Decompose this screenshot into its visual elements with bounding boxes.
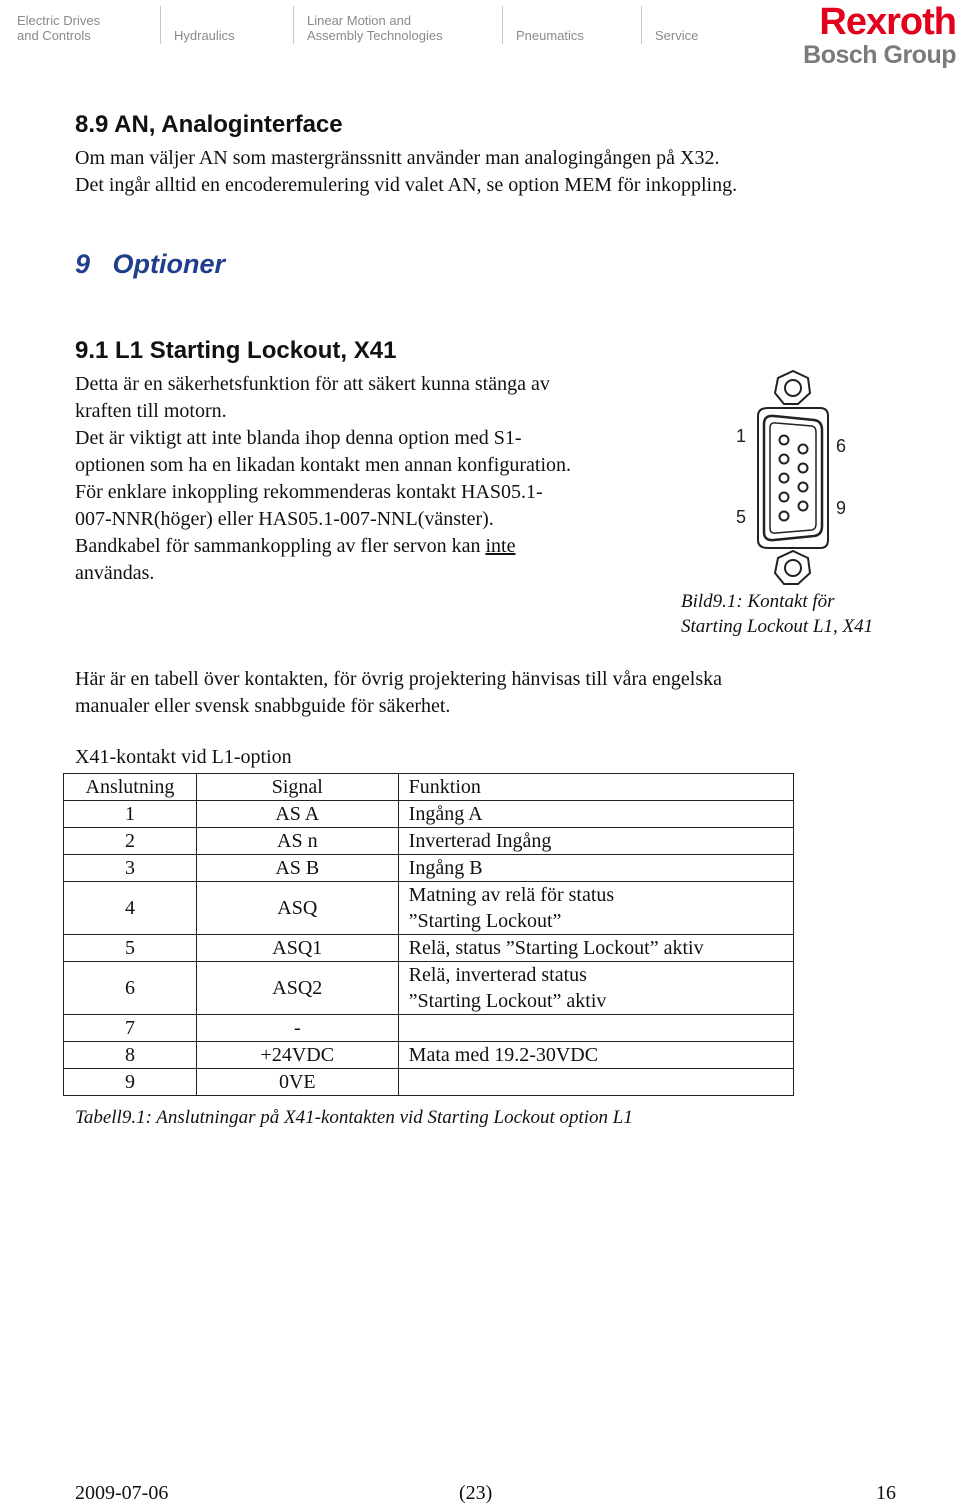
function-cell: Ingång A <box>398 801 793 828</box>
table-title: X41-kontakt vid L1-option <box>75 746 292 768</box>
signal-cell: - <box>196 1015 398 1042</box>
header-divider <box>293 6 294 44</box>
chapter-heading-text: 9 Optioner <box>75 249 226 279</box>
paragraph-line: optionen som ha en likadan kontakt men annan konfiguration. <box>75 454 571 476</box>
screw-top-icon <box>775 371 810 404</box>
header-nav-line: Electric Drives <box>17 13 101 28</box>
header-nav-line: Hydraulics <box>174 28 235 43</box>
table-row <box>64 828 794 855</box>
header-cell-funktion: Funktion <box>398 774 793 801</box>
section-heading-8-9: 8.9 AN, Analoginterface <box>75 111 343 138</box>
header-nav-line: Pneumatics <box>516 28 584 43</box>
function-cell <box>398 962 793 1015</box>
table-row <box>64 882 794 935</box>
function-line: Relä, inverterad status <box>408 964 587 986</box>
function-cell <box>398 1015 793 1042</box>
header-nav-electric-drives <box>17 13 100 43</box>
table-row <box>64 801 794 828</box>
d-shell-inner <box>770 423 816 533</box>
paragraph-line <box>75 533 675 560</box>
header-nav-service <box>655 28 698 43</box>
pin-cell: 4 <box>64 882 197 935</box>
logo-bosch-group: Bosch Group <box>803 41 956 69</box>
connector-figure <box>728 368 858 588</box>
caption-line: Starting Lockout L1, X41 <box>681 616 874 637</box>
function-cell: Relä, status ”Starting Lockout” aktiv <box>398 935 793 962</box>
pin-column-left <box>780 436 789 521</box>
paragraph-line: Det ingår alltid en encoderemulering vid valet AN, se option MEM för inkoppling. <box>75 174 738 196</box>
table-row <box>64 1015 794 1042</box>
header-divider <box>641 6 642 44</box>
function-line: ”Starting Lockout” <box>408 910 562 932</box>
paragraph-line: kraften till motorn. <box>75 400 227 422</box>
paragraph-line-text: Bandkabel för sammankoppling av fler servon kan <box>75 535 486 557</box>
header-divider <box>502 6 503 44</box>
pin-label-6: 6 <box>836 436 847 456</box>
function-cell <box>398 882 793 935</box>
header-nav-line: Service <box>655 28 699 43</box>
paragraph-line: manualer eller svensk snabbguide för säkerhet. <box>75 695 451 717</box>
paragraph-line: Detta är en säkerhetsfunktion för att säkert kunna stänga av <box>75 373 550 395</box>
header-nav-line: Assembly Technologies <box>307 28 443 43</box>
page-header <box>0 0 960 72</box>
pin-cell: 9 <box>64 1069 197 1096</box>
pin-cell: 3 <box>64 855 197 882</box>
paragraph-line: 007-NNR(höger) eller HAS05.1-007-NNL(vänster). <box>75 508 494 530</box>
d-shell-outline <box>764 416 822 540</box>
paragraph-line: För enklare inkoppling rekommenderas kontakt HAS05.1- <box>75 481 543 503</box>
pin-cell: 8 <box>64 1042 197 1069</box>
d-sub-connector-icon <box>728 368 858 588</box>
pin-cell: 2 <box>64 828 197 855</box>
function-cell <box>398 1069 793 1096</box>
underlined-word: inte <box>485 535 516 557</box>
caption-line: Bild9.1: Kontakt för <box>681 591 835 612</box>
function-cell: Ingång B <box>398 855 793 882</box>
table-row <box>64 935 794 962</box>
header-divider <box>160 6 161 44</box>
paragraph-line: användas. <box>75 562 155 584</box>
section-heading-9-1: 9.1 L1 Starting Lockout, X41 <box>75 337 397 364</box>
flange-outline <box>758 408 828 548</box>
rexroth-logo <box>803 2 956 68</box>
pin-label-5: 5 <box>736 507 747 527</box>
table-row <box>64 1069 794 1096</box>
header-cell-anslutning: Anslutning <box>64 774 197 801</box>
paragraph-line: Här är en tabell över kontakten, för övrig projektering hänvisas till våra engelska <box>75 668 722 690</box>
signal-cell: 0VE <box>196 1069 398 1096</box>
pin-label-1: 1 <box>736 426 747 446</box>
header-nav-pneumatics <box>516 28 584 43</box>
x41-pin-table <box>63 773 794 1096</box>
pin-column-right <box>799 445 808 511</box>
screw-bottom-icon <box>775 551 810 584</box>
header-nav-hydraulics <box>174 28 235 43</box>
pin-cell: 5 <box>64 935 197 962</box>
table-intro-text <box>75 666 722 720</box>
pin-label-9: 9 <box>836 498 847 518</box>
table-row <box>64 962 794 1015</box>
chapter-heading-9 <box>75 249 225 280</box>
signal-cell: AS n <box>196 828 398 855</box>
footer-page-number: 16 <box>876 1482 896 1504</box>
figure-caption <box>681 589 873 639</box>
section-8-9-text <box>75 145 737 199</box>
signal-cell: AS B <box>196 855 398 882</box>
signal-cell: AS A <box>196 801 398 828</box>
table-row <box>64 1042 794 1069</box>
pin-cell: 6 <box>64 962 197 1015</box>
function-cell: Inverterad Ingång <box>398 828 793 855</box>
function-line: Matning av relä för status <box>408 884 615 906</box>
footer-page-ref: (23) <box>459 1482 493 1504</box>
pin-cell: 7 <box>64 1015 197 1042</box>
pin-cell: 1 <box>64 801 197 828</box>
header-nav-line: and Controls <box>17 28 91 43</box>
signal-cell: ASQ2 <box>196 962 398 1015</box>
logo-rexroth: Rexroth <box>819 1 956 43</box>
table-row <box>64 855 794 882</box>
signal-cell: ASQ <box>196 882 398 935</box>
function-line: ”Starting Lockout” aktiv <box>408 990 607 1012</box>
paragraph-line: Det är viktigt att inte blanda ihop denna option med S1- <box>75 427 522 449</box>
header-nav-linear-motion <box>307 13 443 43</box>
header-nav-line: Linear Motion and <box>307 13 412 28</box>
table-header-row <box>64 774 794 801</box>
footer-date: 2009-07-06 <box>75 1482 169 1504</box>
table-caption: Tabell9.1: Anslutningar på X41-kontakten vid Starting Lockout option L1 <box>75 1107 633 1128</box>
signal-cell: ASQ1 <box>196 935 398 962</box>
signal-cell: +24VDC <box>196 1042 398 1069</box>
paragraph-line: Om man väljer AN som mastergränssnitt använder man analogingången på X32. <box>75 147 720 169</box>
function-cell: Mata med 19.2-30VDC <box>398 1042 793 1069</box>
section-9-1-text <box>75 371 675 587</box>
header-cell-signal: Signal <box>196 774 398 801</box>
